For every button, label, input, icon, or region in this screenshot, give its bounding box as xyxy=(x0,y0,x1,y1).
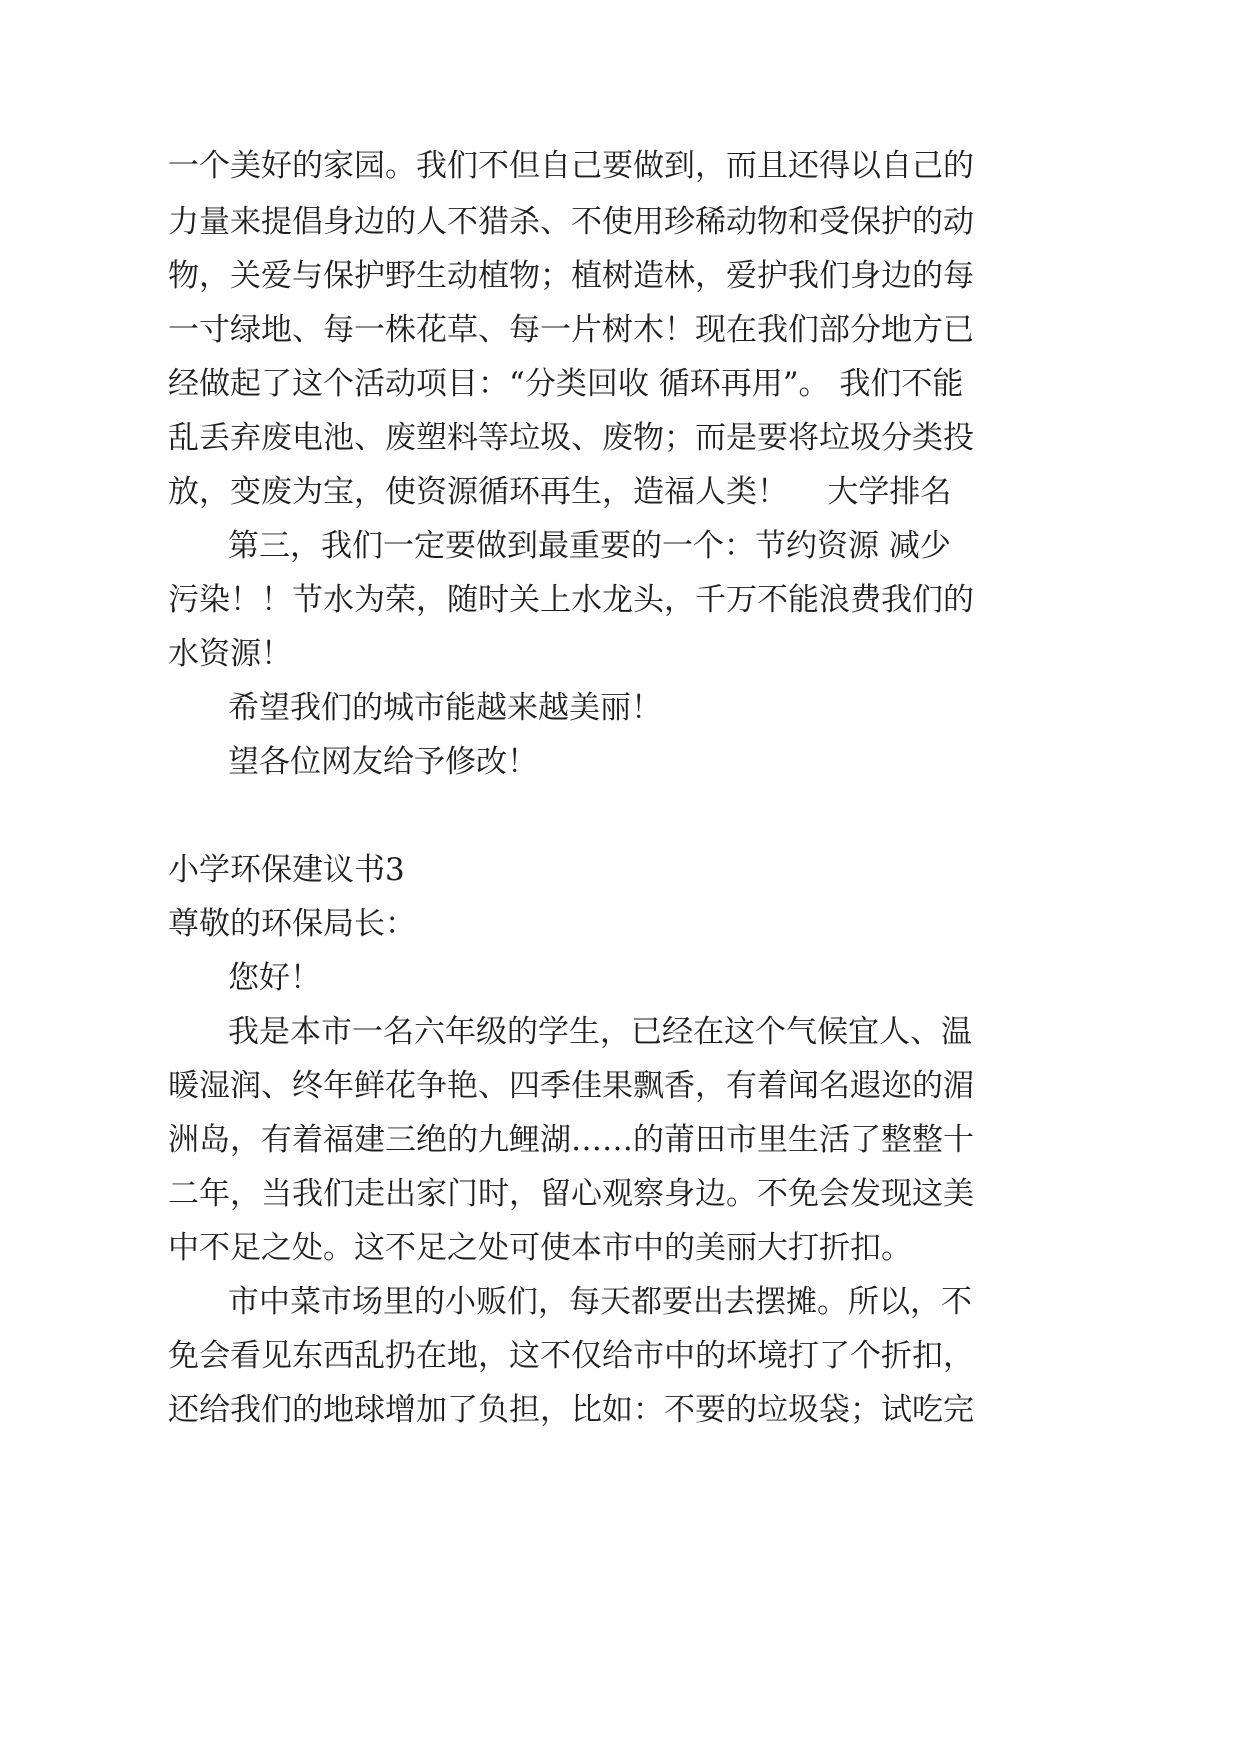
text-line: 免会看见东西乱扔在地，这不仅给市中的坏境打了个折扣， xyxy=(168,1338,974,1374)
text-line: 洲岛，有着福建三绝的九鲤湖……的莆田市里生活了整整十 xyxy=(168,1122,974,1158)
text-line: 二年，当我们走出家门时，留心观察身边。不免会发现这美 xyxy=(168,1176,974,1212)
text-line: 乱丢弃废电池、废塑料等垃圾、废物；而是要将垃圾分类投 xyxy=(168,420,974,456)
text-line: 一寸绿地、每一株花草、每一片树木！现在我们部分地方已 xyxy=(168,312,974,348)
paragraph-start: 我是本市一名六年级的学生，已经在这个气候宜人、温 xyxy=(228,1014,972,1050)
salutation: 尊敬的环保局长： xyxy=(168,906,416,942)
text-line: 还给我们的地球增加了负担，比如：不要的垃圾袋；试吃完 xyxy=(168,1392,974,1428)
text-line: 一个美好的家园。我们不但自己要做到，而且还得以自己的 xyxy=(168,148,974,184)
greeting: 您好！ xyxy=(228,960,321,996)
text-line: 物，关爱与保护野生动植物；植树造林，爱护我们身边的每 xyxy=(168,258,974,294)
text-line: 经做起了这个活动项目：“分类回收 循环再用”。 我们不能 xyxy=(168,366,964,402)
text-line: 力量来提倡身边的人不猎杀、不使用珍稀动物和受保护的动 xyxy=(168,204,974,240)
paragraph-start: 希望我们的城市能越来越美丽！ xyxy=(228,690,662,726)
text-line: 水资源！ xyxy=(168,636,292,672)
text-line: 污染！！节水为荣，随时关上水龙头，千万不能浪费我们的 xyxy=(168,582,974,618)
paragraph-start: 市中菜市场里的小贩们，每天都要出去摆摊。所以，不 xyxy=(228,1284,972,1320)
section-title: 小学环保建议书3 xyxy=(168,852,405,888)
paragraph-start: 第三，我们一定要做到最重要的一个：节约资源 减少 xyxy=(228,528,951,564)
text-line: 中不足之处。这不足之处可使本市中的美丽大打折扣。 xyxy=(168,1230,912,1266)
paragraph-start: 望各位网友给予修改！ xyxy=(228,744,538,780)
text-line: 放，变废为宝，使资源循环再生，造福人类！ 大学排名 xyxy=(168,474,952,510)
text-line: 暖湿润、终年鲜花争艳、四季佳果飘香，有着闻名遐迩的湄 xyxy=(168,1068,974,1104)
